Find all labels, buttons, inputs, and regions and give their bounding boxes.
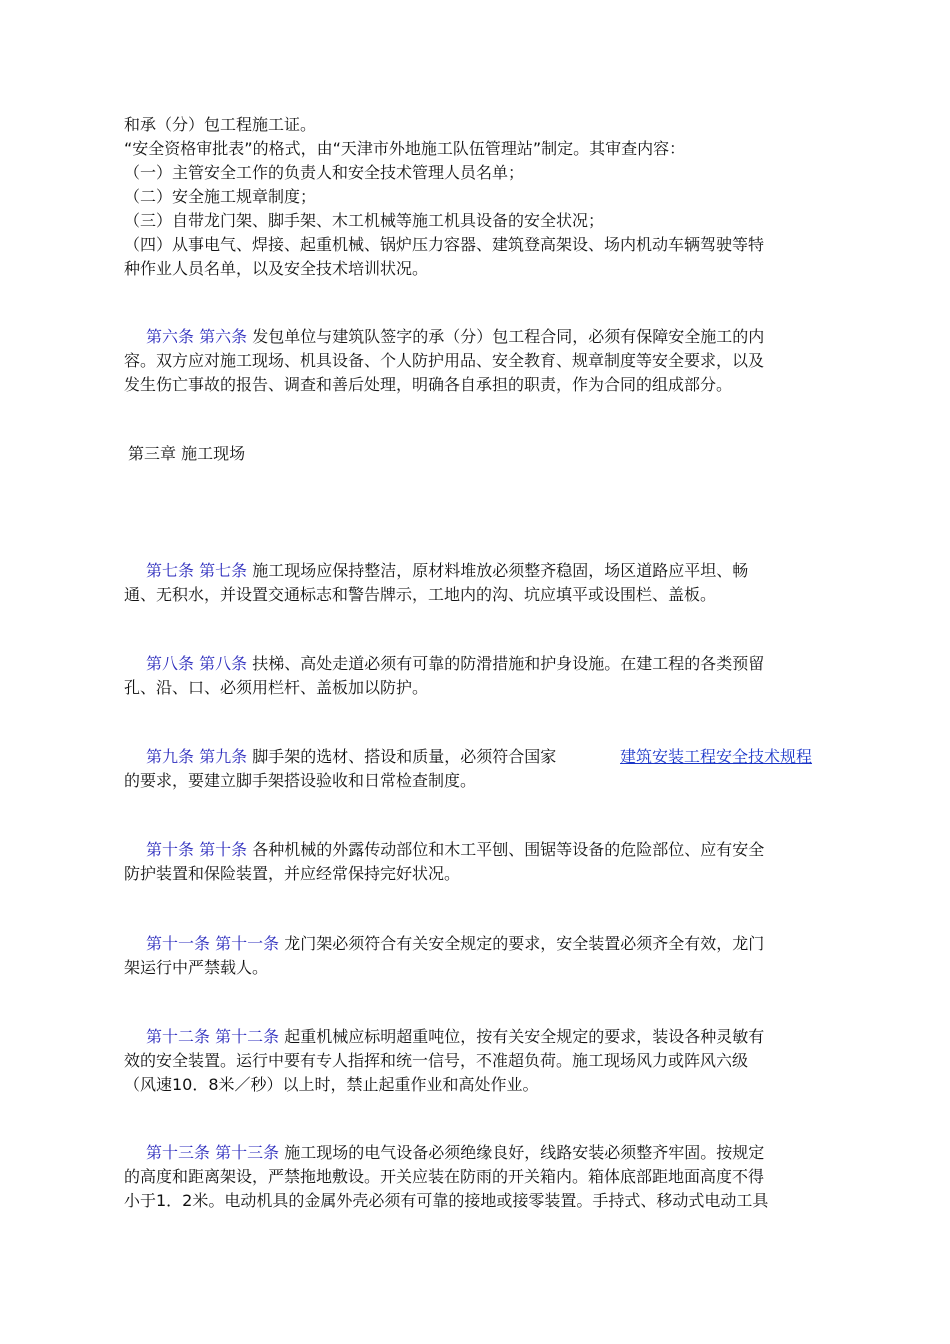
regulation-link[interactable]: 建筑安装工程安全技术规程 [620,747,813,766]
list-item-continued: 种作业人员名单，以及安全技术培训状况。 [124,259,429,278]
article-label: 第十二条 [215,1027,280,1046]
list-item: （二）安全施工规章制度； [124,187,317,206]
article-text: 架运行中严禁载人。 [124,958,269,977]
article-text: 小于1．2米。电动机具的金属外壳必须有可靠的接地或接零装置。手持式、移动式电动工具 [124,1191,769,1210]
article-text: 各种机械的外露传动部位和木工平刨、围锯等设备的危险部位、应有安全 [252,840,765,859]
article-text: 防护装置和保险装置，并应经常保持完好状况。 [124,864,461,883]
article-label: 第十二条 [146,1027,211,1046]
article-label: 第六条 [199,327,248,346]
article-12 [124,1026,840,1048]
article-text: 施工现场的电气设备必须绝缘良好，线路安装必须整齐牢固。按规定 [284,1143,765,1162]
article-label: 第十条 [199,840,248,859]
article-label: 第七条 [199,561,248,580]
article-label: 第七条 [146,561,195,580]
intro-line: 和承（分）包工程施工证。 [124,115,317,134]
article-text: 起重机械应标明超重吨位，按有关安全规定的要求，装设各种灵敏有 [284,1027,765,1046]
article-11 [124,933,840,955]
article-text: 龙门架必须符合有关安全规定的要求，安全装置必须齐全有效，龙门 [284,934,765,953]
article-text: 脚手架的选材、搭设和质量，必须符合国家 [252,747,557,766]
article-7 [124,560,840,582]
article-10 [124,839,840,861]
list-item: （三）自带龙门架、脚手架、木工机械等施工机具设备的安全状况； [124,211,605,230]
article-label: 第九条 [199,747,248,766]
intro-line: “安全资格审批表”的格式，由“天津市外地施工队伍管理站”制定。其审查内容： [124,139,686,158]
article-text: 发生伤亡事故的报告、调查和善后处理，明确各自承担的职责，作为合同的组成部分。 [124,375,733,394]
article-text: （风速10．8米／秒）以上时，禁止起重作业和高处作业。 [124,1075,539,1094]
article-text: 的高度和距离架设，严禁拖地敷设。开关应装在防雨的开关箱内。箱体底部距地面高度不得 [124,1167,765,1186]
article-8 [124,653,840,675]
chapter-heading: 第三章 施工现场 [128,444,246,463]
article-13 [124,1142,840,1164]
article-label: 第十三条 [215,1143,280,1162]
article-text: 容。双方应对施工现场、机具设备、个人防护用品、安全教育、规章制度等安全要求，以及 [124,351,765,370]
article-label: 第八条 [146,654,195,673]
article-label: 第八条 [199,654,248,673]
article-label: 第十三条 [146,1143,211,1162]
article-label: 第十一条 [146,934,211,953]
article-label: 第十条 [146,840,195,859]
article-text: 效的安全装置。运行中要有专人指挥和统一信号，不准超负荷。施工现场风力或阵风六级 [124,1051,749,1070]
article-text: 通、无积水，并设置交通标志和警告牌示，工地内的沟、坑应填平或设围栏、盖板。 [124,585,717,604]
article-text: 施工现场应保持整洁，原材料堆放必须整齐稳固，场区道路应平坦、畅 [252,561,749,580]
article-label: 第九条 [146,747,195,766]
article-label: 第六条 [146,327,195,346]
article-text: 孔、沿、口、必须用栏杆、盖板加以防护。 [124,678,429,697]
article-6 [124,326,840,348]
article-text: 的要求，要建立脚手架搭设验收和日常检查制度。 [124,771,477,790]
list-item: （四）从事电气、焊接、起重机械、锅炉压力容器、建筑登高架设、场内机动车辆驾驶等特 [124,235,765,254]
article-label: 第十一条 [215,934,280,953]
article-text: 发包单位与建筑队签字的承（分）包工程合同，必须有保障安全施工的内 [252,327,765,346]
article-text: 扶梯、高处走道必须有可靠的防滑措施和护身设施。在建工程的各类预留 [252,654,765,673]
list-item: （一）主管安全工作的负责人和安全技术管理人员名单； [124,163,525,182]
